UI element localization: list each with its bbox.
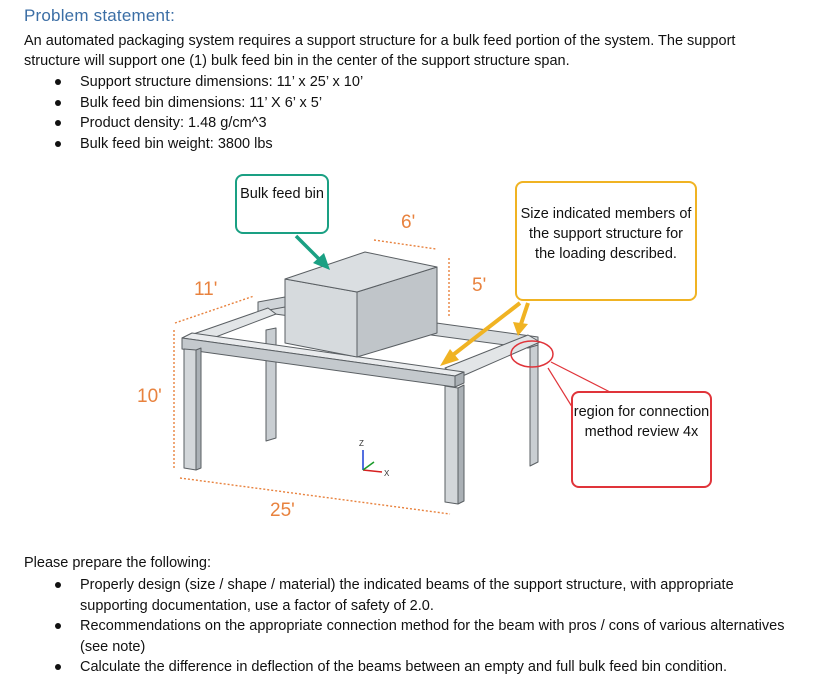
spec-item: [24, 93, 784, 114]
bullet-icon: [55, 582, 61, 588]
task-item: [24, 575, 804, 616]
dim-6ft-label: 6': [401, 212, 416, 233]
bin-arrow: [296, 236, 330, 270]
front-left-leg: [184, 349, 196, 470]
axis-x-label: X: [384, 469, 390, 478]
connection-region-callout: region for connection method review 4x: [571, 391, 712, 488]
bin-front-face: [285, 279, 357, 357]
dim-11ft-label: 11': [194, 279, 218, 300]
axis-triad: [359, 439, 390, 478]
axis-z-label: Z: [359, 439, 364, 448]
front-right-leg: [445, 386, 458, 504]
size-members-callout: Size indicated members of the support structure for the loading described.: [515, 181, 697, 301]
spec-text: Bulk feed bin weight: 3800 lbs: [80, 135, 273, 152]
frame-drawing: [182, 252, 540, 504]
bulk-feed-bin-callout: Bulk feed bin: [235, 174, 329, 234]
bullet-icon: [55, 120, 61, 126]
task-text: Properly design (size / shape / material) the indicated beams of the support structure, with appropriate supporting documentation, use a factor of safety of 2.0.: [80, 577, 734, 614]
dim-10ft-label: 10': [137, 386, 162, 407]
task-item: [24, 616, 804, 657]
spec-item: [24, 72, 784, 93]
intro-paragraph: An automated packaging system requires a support structure for a bulk feed portion of the system. The support structure will support one (1) bulk feed bin in the center of the support structure span.: [24, 33, 736, 69]
task-item: [24, 657, 804, 678]
spec-item: [24, 113, 784, 134]
problem-statement-heading: Problem statement:: [24, 6, 175, 25]
spec-text: Bulk feed bin dimensions: 11’ X 6’ x 5’: [80, 94, 323, 111]
task-list: [24, 575, 804, 678]
task-text: Calculate the difference in deflection of the beams between an empty and full bulk feed bin condition.: [80, 659, 728, 675]
bullet-icon: [55, 100, 61, 106]
bullet-icon: [55, 79, 61, 85]
dim-5ft-label: 5': [472, 275, 487, 296]
spec-text: Product density: 1.48 g/cm^3: [80, 115, 267, 131]
prepare-label: Please prepare the following:: [24, 555, 212, 571]
spec-item: [24, 134, 784, 155]
spec-list: [24, 72, 784, 154]
bullet-icon: [55, 664, 61, 670]
bullet-icon: [55, 141, 61, 147]
bullet-icon: [55, 623, 61, 629]
dim-25ft-label: 25': [270, 500, 295, 521]
back-right-leg: [530, 342, 538, 466]
spec-text: Support structure dimensions: 11’ x 25’ x 10’: [80, 74, 364, 90]
task-text: Recommendations on the appropriate connection method for the beam with pros / cons of various alternatives (see note): [80, 618, 785, 655]
